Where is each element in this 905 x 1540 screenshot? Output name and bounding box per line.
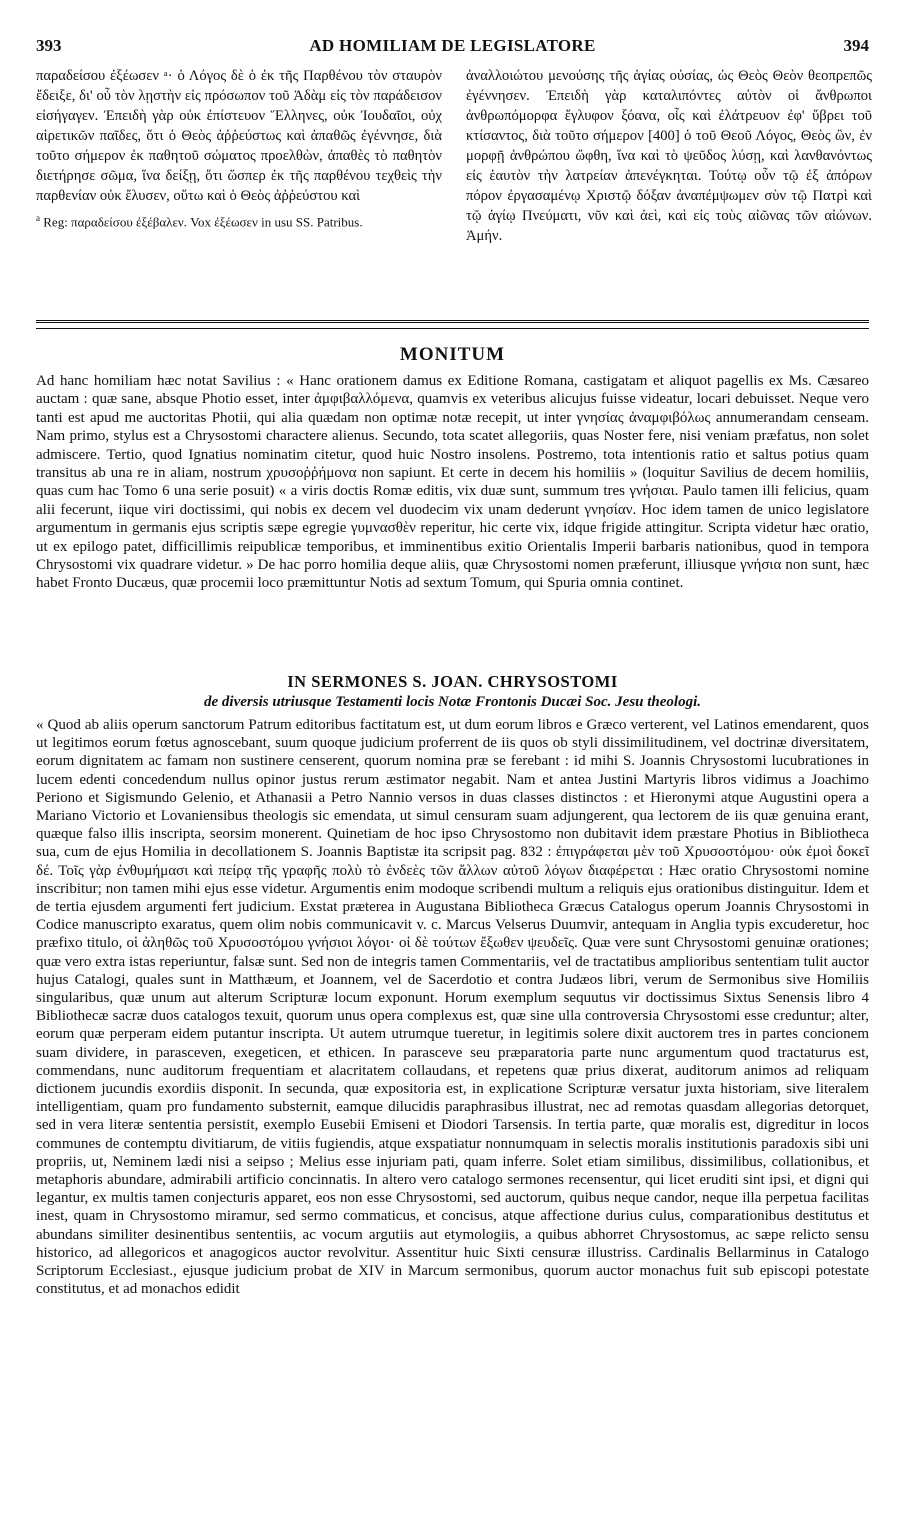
monitum-heading: MONITUM (399, 344, 506, 365)
section-divider (36, 320, 869, 323)
left-column-text: παραδείσου ἐξέωσεν ᵃ· ὁ Λόγος δὲ ὁ ἐκ τῆς Παρθένου τὸν σταυρὸν ἔδειξε, δι' οὗ τὸν λῃστὴν εἰς πρόσωπον τοῦ Ἀδὰμ εἰς τὸν παράδεισον εἰσήγαγεν. Ἐπειδὴ γὰρ οὐκ ἐπίστευον Ἕλληνες, οὐκ Ἰουδαῖοι, οὐχ αἱρετικῶν παῖδες, ὅτι ὁ Θεὸς ἀῤῥεύστως καὶ ἀπαθῶς ἐγέννησε, διὰ τοῦτο σήμερον ἐκ παθητοῦ σώματος προελθὼν, ἀπαθὲς τὸ παθητὸν διετήρησε σῶμα, ἵνα δείξῃ, ὅτι ὥσπερ ἐκ τῆς παρθένου τεχθεὶς τὴν παρθενίαν οὐκ ἔλυσεν, οὕτω καὶ ὁ Θεὸς ἀῤῥεύστου καὶ (36, 68, 442, 204)
sermones-heading: IN SERMONES S. JOAN. CHRYSOSTOMI (287, 672, 618, 691)
right-column-text: ἀναλλοιώτου μενούσης τῆς ἁγίας οὐσίας, ὡς Θεὸς Θεὸν θεοπρεπῶς ἐγέννησεν. Ἐπειδὴ γὰρ καταλιπόντες αὐτὸν οἱ ἄνθρωποι ἀνθρωπόμορφα ἔγλυφον ξόανα, οἷς καὶ ἐλάτρευον ἐφ' ὕβρει τοῦ κτίσαντος, διὰ τοῦτο σήμερον [400] ὁ τοῦ Θεοῦ Λόγος, Θεὸς ὢν, ἐν μορφῇ ἀνθρώπου ὤφθη, ἵνα καὶ τὸ ψεῦδος λύσῃ, καὶ λανθανόντως εἰς ἑαυτὸν τὴν λατρείαν ἀπενέγκηται. Τούτῳ οὖν τῷ ἐξ ἀπόρων πόρον ἐργασαμένῳ Χριστῷ δόξαν ἀναπέμψωμεν σὺν τῷ Πατρὶ καὶ τῷ ἁγίῳ Πνεύματι, νῦν καὶ ἀεὶ, καὶ εἰς τοὺς αἰῶνας τῶν αἰώνων. Ἀμήν. (466, 68, 872, 244)
running-title: AD HOMILIAM DE LEGISLATORE (309, 36, 596, 55)
page-number-right: 394 (843, 36, 869, 55)
monitum-text: Ad hanc homiliam hæc notat Savilius : « Hanc orationem damus ex Editione Romana, castigatam et aliquot pagellis ex Ms. Cæsareo auctam : quæ sane, absque Photio esset, inter ἀμφιβαλλόμενα, quamvis ex veteribus alicujus fuisse videatur, locari debuisset. Neque vero tanti est apud me auctoritas Photii, qui alia quædam non optimæ notæ recepit, ut inter γνησίας ἀναμφιβόλως annumerandam censeam. Nam primo, stylus est a Chrysostomi charactere alienus. Secundo, tota scatet allegoriis, quas Noster fere, nisi veniam præfatus, non solet admiscere. Tertio, quod Ignatius nominatim citetur, quod huic Nostro insolens. Postremo, tota intentionis ratio et saltus potius quam transitus ab una re in aliam, nostrum χρυσοῤῥήμονα non sapiunt. Et certe in decem his homiliis » (loquitur Savilius de decem homiliis, quas cum hac Tomo 6 una serie posuit) « a viris doctis Romæ editis, vix duæ sunt, summum tres γνήσιαι. Paulo tamen illi felicius, quam alii fecerunt, iique viri doctissimi, qui nobis ex decem vel duodecim vix unam dederunt γνησίαν. Hoc idem tamen de unico legislatore argumentum in germanis ejus scriptis sæpe egregie γυμνασθὲν reperitur, hic certe vix, idque frigide attingitur. Scripta videtur hæc oratio, ut ex epilogo patet, difficillimis reipublicæ temporibus, et imminentibus exitio Orientalis Imperii barbaris nationibus, quod in tempora Chrysostomi vix quadrare videtur. » De hac porro homilia deque aliis, quæ Chrysostomi nomen præferunt, illiusque γνήσια non sunt, hæc habet Fronto Ducæus, quæ procemii loco præmittuntur Notis ad sextum Tomum, qui Spuria omnia continet. (36, 373, 869, 592)
page-header (36, 36, 869, 60)
footnote-mark: a (36, 213, 40, 223)
left-column (36, 66, 442, 230)
greek-columns (36, 66, 872, 312)
right-column (466, 66, 872, 246)
footnote-text: Reg: παραδείσου ἐξέβαλεν. Vox ἐξέωσεν in usu SS. Patribus. (40, 214, 363, 230)
section-divider-thin (36, 328, 869, 329)
footnote (36, 210, 442, 230)
sermones-body-text: « Quod ab aliis operum sanctorum Patrum editoribus factitatum est, ut dum eorum libros e Græco verterent, vel Latinos emendarent, quos ut legitimos eorum fœtus agnoscebant, suum quoque judicium proferrent de iis quos ob styli dissimilitudinem, vel doctrinæ diversitatem, eorum dignitatem ac famam non sustinere censerent, quorum nomina præ se ferebant : id mihi S. Joannis Chrysostomi lucubrationes in lucem edenti concedendum nullus opinor justus rerum æstimator negabit. Nam et antea Justini Martyris libros vidimus a Joachimo Perionο et Sigismundo Gelenio, et Athanasii a Petro Nannio versos in duas classes distinctos : et Hieronymi atque Augustini opera a Mariano Victorio et Lovaniensibus theologis sic emendata, ut simul censuram suam adjungerent, qua lectorem de iis quæ genuina erant, quæque falso illis inscripta, seorsim monerent. Quinetiam de hoc ipso Chrysostomo non dubitavit idem præstare Photius in Bibliotheca sua, cum de ejus Homilia in decollationem S. Joannis Baptistæ ita scripsit pag. 832 : ἐπιγράφεται μὲν τοῦ Χρυσοστόμου· οὐκ ἐμοὶ δοκεῖ δέ. Τοῖς γὰρ ἐνθυμήμασι καὶ πείρᾳ τῆς γραφῆς πολὺ τὸ ἐνδεὲς τῶν ἄλλων αὐτοῦ λόγων διαφέρεται : Hæc oratio Chrysostomi nomine inscribitur; non tamen mihi ejus esse videtur. Argumentis enim modoque scribendi multum a reliquis ejus orationibus distinguitur. Idem et de tertia ejusdem argumenti fert judicium. Exstat præterea in Augustana Bibliotheca Græcus Catalogus operum Joannis Chrysostomi in Codice manuscripto exaratus, quem olim nobis communicavit v. c. Marcus Velserus Duumvir, antequam in Anglia typis excuderetur, hoc præfixo titulo, οἱ ἀληθῶς τοῦ Χρυσοστόμου γνήσιοι λόγοι· οἱ δὲ τούτων ἔξωθεν ψευδεῖς. Quæ vere sunt Chrysostomi genuinæ orationes; quæ vero extra istas reperiuntur, falsæ sunt. Sed non de integris tamen Commentariis, vel de tractatibus amplioribus sententiam tulit auctor hujus Catalogi, quales sunt in Matthæum, et Joannem, vel de Sacerdotio et contra Judæos libri, verum de Sermonibus sive Homiliis singularibus, quæ unum aut alterum Scripturæ locum exponunt. Horum exemplum sequutus vir doctissimus Sixtus Senensis libro 4 Bibliothecæ sacræ duos catalogos texuit, quorum unus opera complexus est, quæ sine ulla controversia Chrysostomi esse creduntur; alter, eorum quæ perperam eidem putantur inscripta. Ut autem utrumque tueretur, in legitimis solere dixit auctorem tres in partes concionem suam dividere, in parasceven, exegeticen, et ethicen. In parasceve seu præparatoria parte nunc argumentum quod tractaturus est, commendans, nunc auditorum frequentiam et alacritatem collaudans, et repetens quæ prius dixerat, auditorum animos ad reliquam dictionem jucundis exordiis disponit. In secunda, quæ expositoria est, in explicatione Scripturæ versatur juxta historiam, sive literalem intelligentiam, quam pro fundamento substernit, eamque dilucidis paraphrasibus illustrat, nec ad remotas quasdam allegorias detorquet, sed in vera literæ sententia persistit, exemplo Eusebii Emiseni et Diodori Tarsensis. In tertia parte, quæ moralis est, digreditur in locos communes de contemptu divitiarum, de vitiis fugiendis, atque exspatiatur nonnumquam in selectis moralis institutionis paradoxis sibi uni propriis, ut, Neminem lædi nisi a seipso ; Melius esse injuriam pati, quam inferre. Solet etiam similibus, dissimilibus, collationibus, et metaphoris abundare, admirabili artificio concinnatis. In altero vero catalogo sermones recensentur, qui licet eruditi sint ipsi, et digni qui legantur, ex multis tamen conjecturis apparet, eos non esse Chrysostomi, sed auctorum, quibus neque candor, neque illa perpetua facilitas inest, quam in Chrysostomo miramur, sed sermo commaticus, et concisus, atque affectione durius culus, comparationibus destitutus et abundans similiter desinentibus sententiis, ac vocum argutiis aut etymologiis, a quibus abhorret Chrysostomus, ac sæpe relicto sensu historico, ad allegoricos et anagogicos auctor revolvitur. Assentitur huic Sixti censuræ illustriss. Cardinalis Bellarminus in Catalogo Scriptorum Ecclesiast., ejusque judicium probat de XIV in Marcum sermonibus, quorum auctor monachus fuit sub episcopi potestate constitutus, et ad monachos edidit (36, 717, 869, 1298)
page-number-left: 393 (36, 36, 62, 55)
sermones-subtitle: de diversis utriusque Testamenti locis Notæ Frontonis Ducæi Soc. Jesu theologi. (204, 694, 701, 710)
